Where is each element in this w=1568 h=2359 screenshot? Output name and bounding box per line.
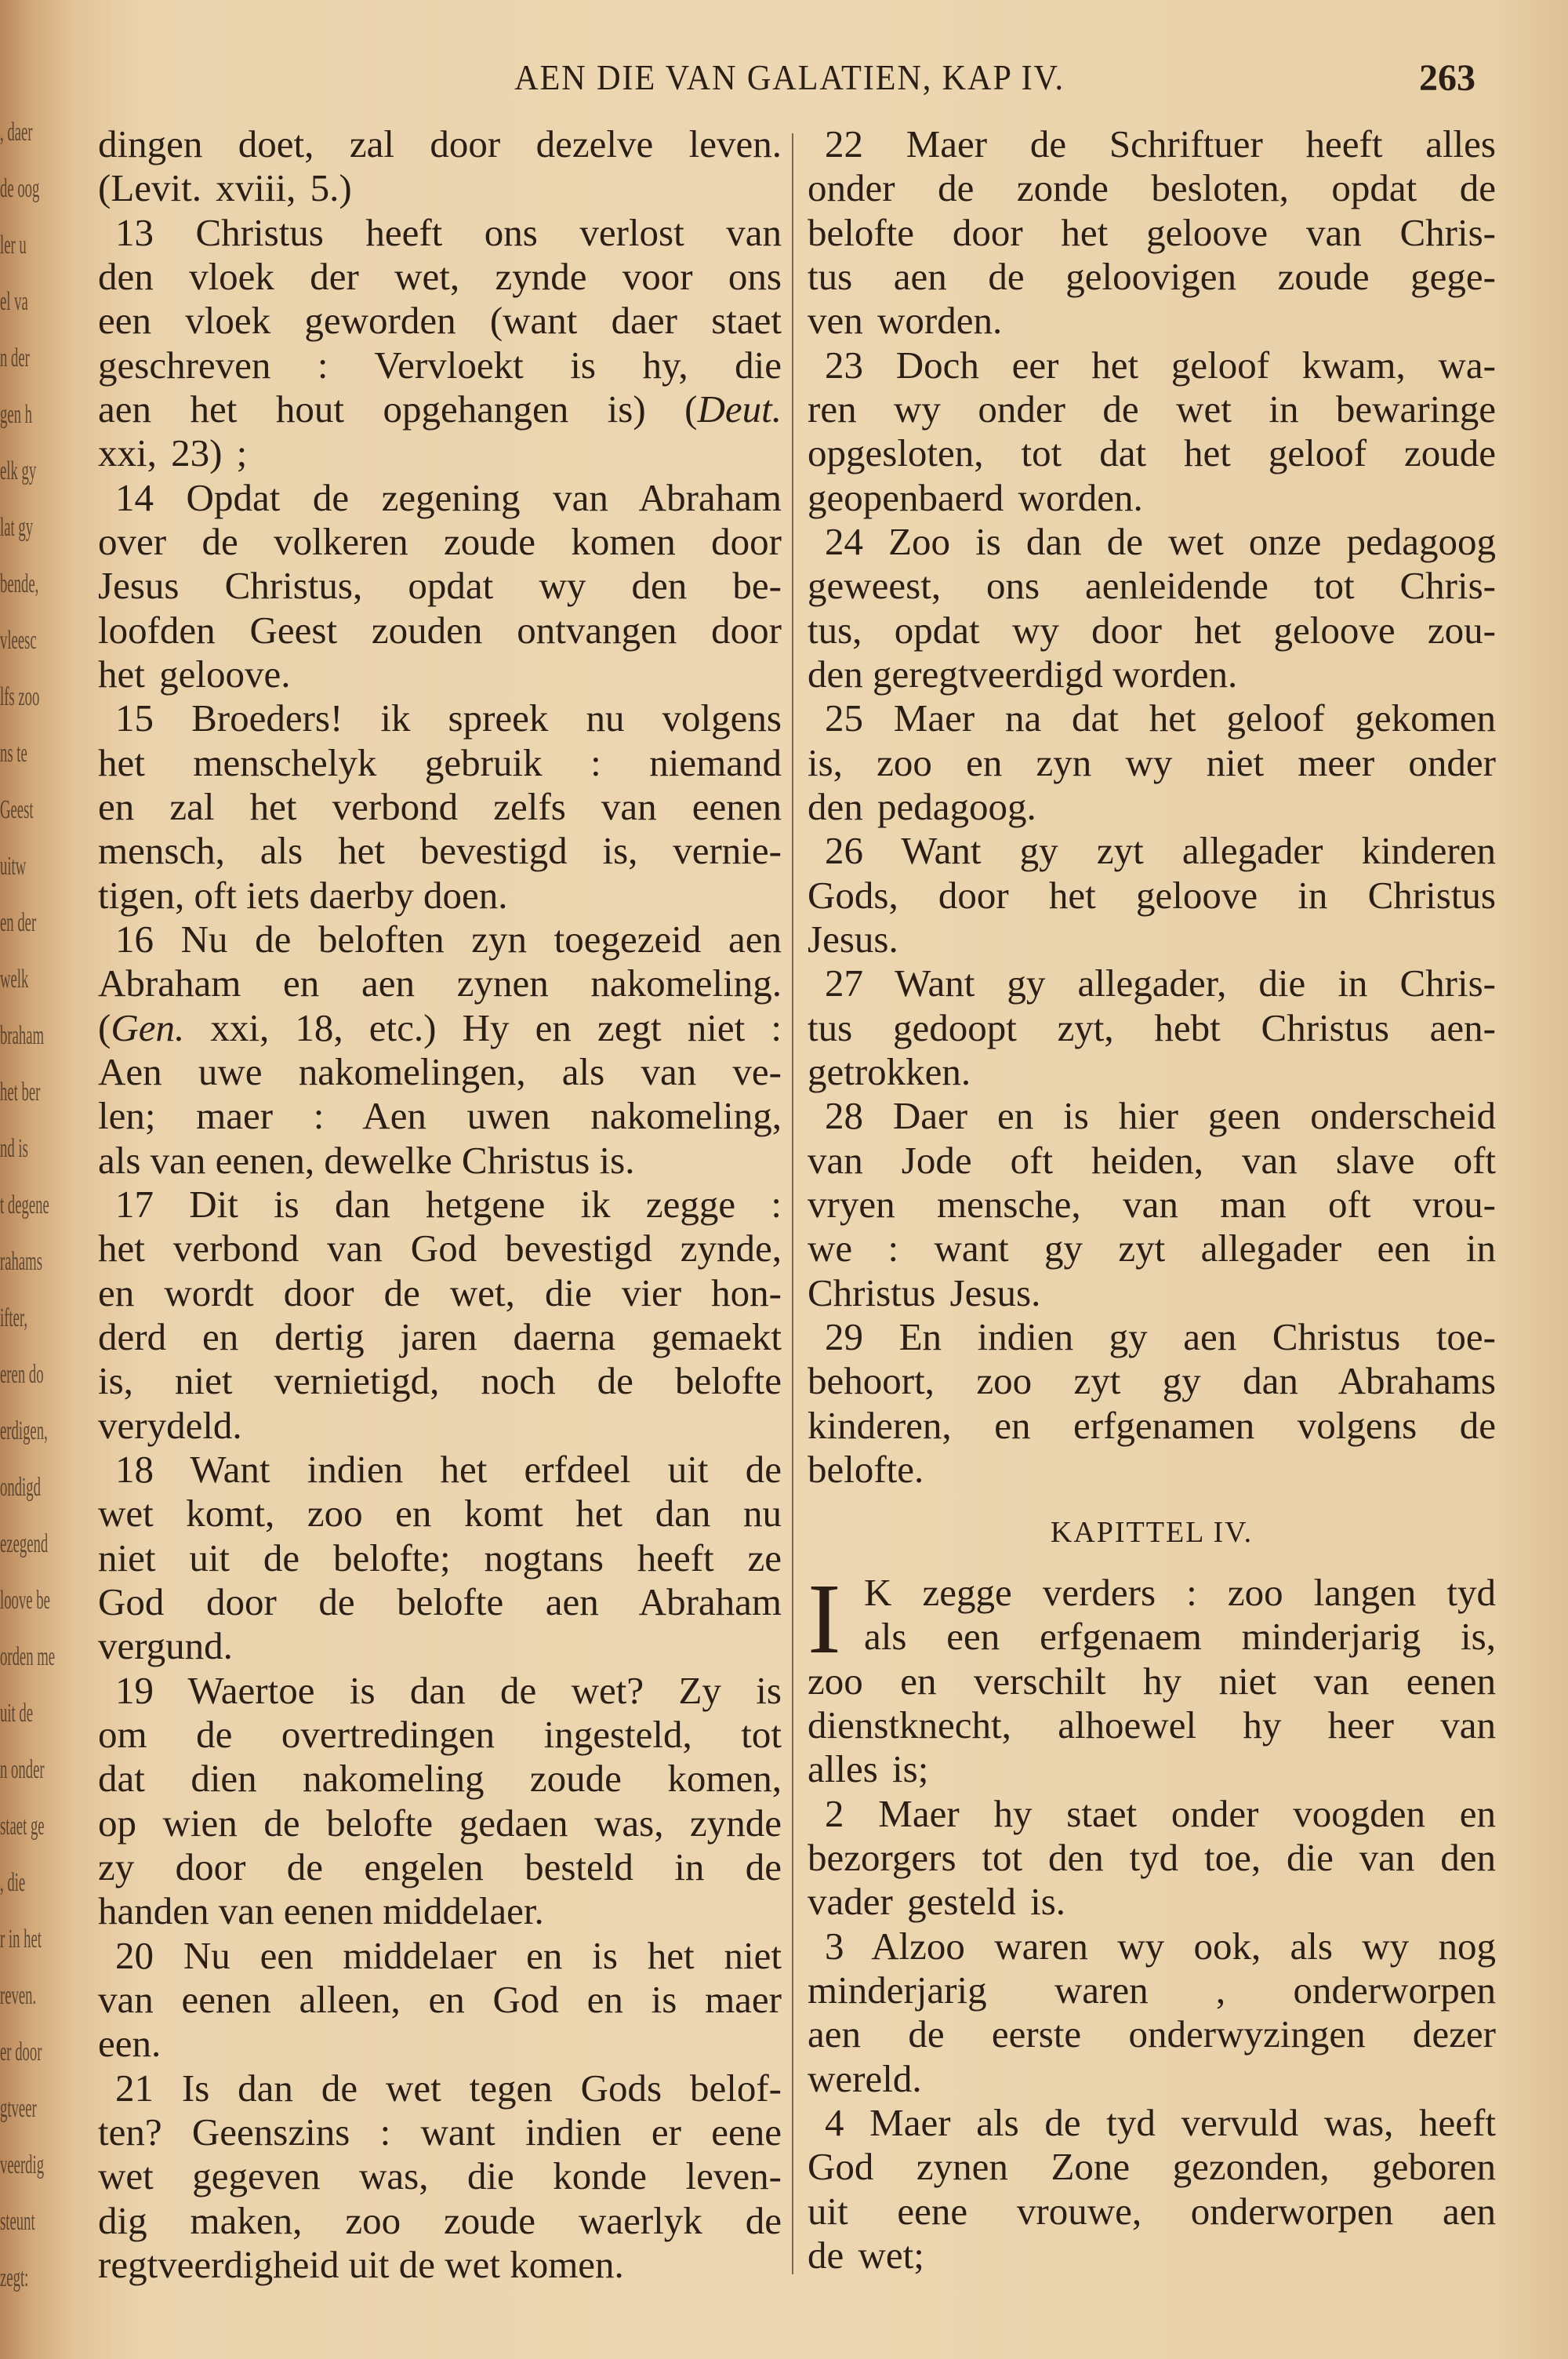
text-line: als een erfgenaem minderjarig is, (864, 1615, 1496, 1659)
facing-page-fragment: ns te (0, 739, 27, 768)
text-line: een. (98, 2022, 162, 2066)
text-line: dienstknecht, alhoewel hy heer van (808, 1703, 1496, 1747)
facing-page-fragment: r in het (0, 1925, 42, 1954)
facing-page-fragment: uit de (0, 1699, 34, 1728)
facing-page-fragment: eren do (0, 1360, 44, 1389)
text-line: ten? Geenszins : want indien er eene (98, 2110, 782, 2154)
text-line: getrokken. (808, 1049, 971, 1093)
text-line: kinderen, en erfgenamen volgens de (808, 1403, 1496, 1447)
text-line: K zegge verders : zoo langen tyd (864, 1571, 1496, 1614)
facing-page-fragment: elk gy (0, 456, 37, 485)
text-line: opgesloten, tot dat het geloof zoude (808, 431, 1496, 475)
text-line: Gods, door het geloove in Christus (808, 873, 1496, 917)
text-line: 14 Opdat de zegening van Abraham (115, 475, 782, 519)
text-line: Abraham en aen zynen nakomeling. (98, 961, 782, 1005)
facing-page-fragment: en der (0, 908, 37, 937)
facing-page-fragment: reven. (0, 1981, 37, 2010)
facing-page-fragment: bende, (0, 569, 39, 598)
facing-page-fragment: loove be (0, 1586, 50, 1615)
facing-page-fragment: gtveer (0, 2094, 37, 2123)
text-line: len; maer : Aen uwen nakomeling, (98, 1094, 782, 1138)
text-line: geschreven : Vervloekt is hy, die (98, 343, 782, 387)
text-line: minderjarig waren , onderworpen (808, 1968, 1496, 2012)
text-line: van eenen alleen, en God en is maer (98, 1977, 782, 2021)
text-line: handen van eenen middelaer. (98, 1889, 544, 1933)
text-line: tigen, oft iets daerby doen. (98, 873, 508, 917)
text-line: zoo en verschilt hy niet van eenen (808, 1659, 1496, 1703)
text-line: uit eene vrouwe, onderworpen aen (808, 2189, 1496, 2233)
facing-page-fragment: staet ge (0, 1812, 45, 1841)
text-line: we : want gy zyt allegader een in (808, 1227, 1496, 1270)
text-line: 18 Want indien het erfdeel uit de (115, 1447, 782, 1491)
text-line: 15 Broeders! ik spreek nu volgens (115, 696, 782, 740)
text-line: verydeld. (98, 1403, 242, 1447)
text-line: 21 Is dan de wet tegen Gods belof- (115, 2066, 782, 2110)
text-line: Aen uwe nakomelingen, als van ve- (98, 1049, 782, 1093)
text-line: 3 Alzoo waren wy ook, als wy nog (825, 1924, 1496, 1968)
facing-page-fragment: n der (0, 343, 30, 373)
text-line: God door de belofte aen Abraham (98, 1579, 782, 1623)
text-line: het geloove. (98, 652, 291, 696)
text-line: 23 Doch eer het geloof kwam, wa- (825, 343, 1496, 387)
text-line: vryen mensche, van man oft vrou- (808, 1182, 1496, 1226)
text-line: belofte. (808, 1447, 924, 1491)
facing-page-edge (0, 0, 55, 2359)
text-line: vader gesteld is. (808, 1880, 1066, 1924)
text-line: loofden Geest zouden ontvangen door (98, 608, 782, 652)
text-line: niet uit de belofte; nogtans heeft ze (98, 1536, 782, 1579)
text-line: (Levit. xviii, 5.) (98, 166, 352, 210)
text-line: op wien de belofte gedaen was, zynde (98, 1801, 782, 1845)
text-line: ren wy onder de wet in bewaringe (808, 387, 1496, 431)
drop-cap: I (808, 1563, 841, 1674)
text-line: 22 Maer de Schriftuer heeft alles (825, 122, 1496, 165)
text-line: geweest, ons aenleidende tot Chris- (808, 564, 1496, 608)
text-line: Christus Jesus. (808, 1270, 1041, 1314)
text-line: derd en dertig jaren daerna gemaekt (98, 1314, 782, 1358)
facing-page-fragment: steunt (0, 2207, 35, 2236)
text-line: den geregtveerdigd worden. (808, 652, 1238, 696)
text-line: 20 Nu een middelaer en is het niet (115, 1933, 782, 1977)
facing-page-fragment: t degene (0, 1190, 49, 1219)
facing-page-fragment: ezegend (0, 1529, 49, 1558)
text-line: tus, opdat wy door het geloove zou- (808, 608, 1496, 652)
text-line: den vloek der wet, zynde voor ons (98, 254, 782, 298)
facing-page-fragment: er door (0, 2037, 42, 2066)
text-line: alles is; (808, 1747, 929, 1791)
text-line: een vloek geworden (want daer staet (98, 299, 782, 343)
text-line: mensch, als het bevestigd is, vernie- (98, 829, 782, 873)
facing-page-fragment: braham (0, 1021, 45, 1050)
facing-page-fragment: het ber (0, 1078, 41, 1107)
text-line: om de overtredingen ingesteld, tot (98, 1712, 782, 1756)
text-line: xxi, 23) ; (98, 431, 248, 475)
text-line: en wordt door de wet, die vier hon- (98, 1270, 782, 1314)
facing-page-fragment: orden me (0, 1642, 55, 1671)
chapter-heading: KAPITTEL IV. (1050, 1516, 1254, 1549)
text-line: wet gegeven was, die konde leven- (98, 2154, 782, 2198)
text-line: van Jode oft heiden, van slave oft (808, 1138, 1496, 1182)
text-line: tus gedoopt zyt, hebt Christus aen- (808, 1005, 1496, 1049)
text-line: ven worden. (808, 299, 1003, 343)
text-line: dingen doet, zal door dezelve leven. (98, 122, 782, 165)
text-line: tus aen de geloovigen zoude gege- (808, 254, 1496, 298)
text-line: 24 Zoo is dan de wet onze pedagoog (825, 519, 1496, 563)
text-line: zy door de engelen besteld in de (98, 1845, 782, 1888)
facing-page-fragment: rahams (0, 1247, 43, 1276)
text-line: de wet; (808, 2233, 924, 2277)
facing-page-fragment: el va (0, 287, 28, 316)
text-line: dig maken, zoo zoude waerlyk de (98, 2198, 782, 2242)
text-line: (Gen. xxi, 18, etc.) Hy en zegt niet : (98, 1005, 782, 1049)
text-line: als van eenen, dewelke Christus is. (98, 1138, 635, 1182)
text-line: 17 Dit is dan hetgene ik zegge : (115, 1182, 782, 1226)
text-line: 25 Maer na dat het geloof gekomen (825, 696, 1496, 740)
facing-page-fragment: erdigen, (0, 1416, 48, 1445)
text-line: het menschelyk gebruik : niemand (98, 740, 782, 784)
column-divider (792, 133, 793, 2274)
text-line: 28 Daer en is hier geen onderscheid (825, 1094, 1496, 1138)
text-line: 27 Want gy allegader, die in Chris- (825, 961, 1496, 1005)
text-line: en zal het verbond zelfs van eenen (98, 784, 782, 828)
text-line: is, niet vernietigd, noch de belofte (98, 1359, 782, 1403)
text-line: aen het hout opgehangen is) (Deut. (98, 387, 782, 431)
text-line: geopenbaerd worden. (808, 475, 1143, 519)
text-line: 4 Maer als de tyd vervuld was, heeft (825, 2100, 1496, 2144)
text-line: 16 Nu de beloften zyn toegezeid aen (115, 917, 782, 961)
facing-page-fragment: , daer (0, 118, 33, 147)
text-line: over de volkeren zoude komen door (98, 519, 782, 563)
facing-page-fragment: uitw (0, 852, 27, 881)
facing-page-fragment: ondigd (0, 1473, 41, 1502)
facing-page-fragment: ler u (0, 231, 27, 260)
text-line: bezorgers tot den tyd toe, die van den (808, 1835, 1496, 1879)
facing-page-fragment: welk (0, 965, 29, 994)
facing-page-fragment: veerdig (0, 2150, 45, 2179)
text-line: den pedagoog. (808, 784, 1036, 828)
text-line: wereld. (808, 2056, 922, 2100)
text-line: 13 Christus heeft ons verlost van (115, 210, 782, 254)
page-number: 263 (1419, 57, 1475, 99)
text-line: Jesus Christus, opdat wy den be- (98, 564, 782, 608)
facing-page-fragment: lfs zoo (0, 682, 40, 711)
facing-page-fragment: n onder (0, 1755, 45, 1784)
text-line: Jesus. (808, 917, 898, 961)
text-line: onder de zonde besloten, opdat de (808, 166, 1496, 210)
text-line: belofte door het geloove van Chris- (808, 210, 1496, 254)
facing-page-fragment: zegt: (0, 2263, 29, 2292)
facing-page-fragment: nd is (0, 1134, 28, 1163)
facing-page-fragment: , die (0, 1868, 26, 1897)
facing-page-fragment: ifter, (0, 1303, 28, 1332)
text-line: 26 Want gy zyt allegader kinderen (825, 829, 1496, 873)
facing-page-fragment: de oog (0, 174, 40, 203)
running-title: AEN DIE VAN GALATIEN, KAP IV. (514, 57, 1065, 97)
text-line: God zynen Zone gezonden, geboren (808, 2145, 1496, 2189)
text-line: is, zoo en zyn wy niet meer onder (808, 740, 1496, 784)
text-line: 29 En indien gy aen Christus toe- (825, 1314, 1496, 1358)
facing-page-fragment: vleesc (0, 626, 37, 655)
text-line: dat dien nakomeling zoude komen, (98, 1757, 782, 1801)
text-line: wet komt, zoo en komt het dan nu (98, 1492, 782, 1536)
text-line: regtveerdigheid uit de wet komen. (98, 2242, 624, 2286)
text-line: vergund. (98, 1624, 233, 1668)
text-line: aen de eerste onderwyzingen dezer (808, 2012, 1496, 2056)
text-line: 19 Waertoe is dan de wet? Zy is (115, 1668, 782, 1712)
facing-page-fragment: lat gy (0, 513, 34, 542)
text-line: behoort, zoo zyt gy dan Abrahams (808, 1359, 1496, 1403)
facing-page-fragment: gen h (0, 400, 33, 429)
text-line: 2 Maer hy staet onder voogden en (825, 1791, 1496, 1835)
facing-page-fragment: Geest (0, 795, 34, 824)
text-line: het verbond van God bevestigd zynde, (98, 1227, 782, 1270)
